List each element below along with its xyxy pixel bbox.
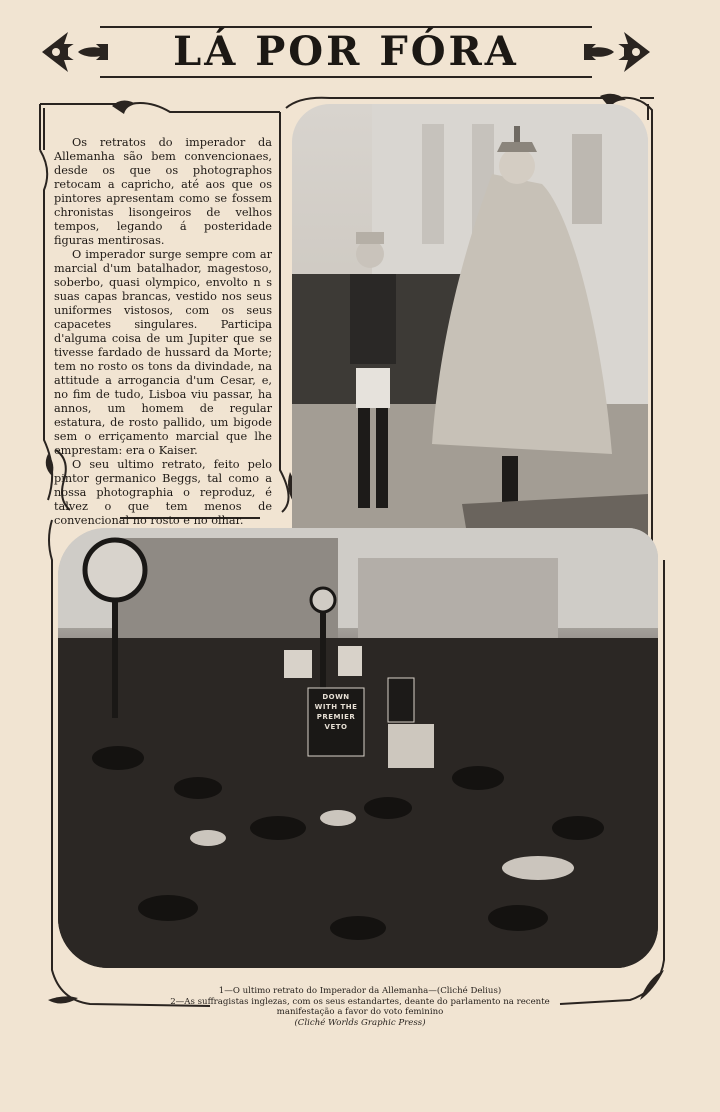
kaiser-photo-illustration [292, 104, 648, 564]
suffragists-crowd-photo [58, 528, 658, 968]
protest-placard-text: DOWN WITH THE PREMIER VETO [314, 693, 358, 731]
caption-line-4: (Cliché Worlds Graphic Press) [294, 1017, 426, 1028]
caption-line-3: manifestação a favor do voto feminino [276, 1007, 444, 1018]
caption-line-1: 1—O ultimo retrato do Imperador da Allemanha—(Cliché Delius) [218, 986, 502, 996]
crowd-photo-illustration [58, 528, 658, 968]
article-paragraph: O seu ultimo retrato, feito pelo pintor germanico Beggs, tal como a nossa photographia o reproduz, é talvez o que tem menos de convencional no rosto e no olhar. [54, 458, 272, 527]
figure-caption [150, 986, 570, 1028]
article-text [54, 136, 272, 528]
article-paragraph: O imperador surge sempre com ar marcial d'um batalhador, magestoso, soberbo, quasi olympico, envolto n s suas capas brancas, vestido nos seus uniformes vistosos, com os seus capacetes singulares. Participa d'alguma coisa de um Jupiter que se tivesse fardado de hussard da Morte; tem no rosto os tons da divindade, na attitude a arrogancia d'um Cesar, e, no fim de tudo, Lisboa viu passar, ha annos, um homem de regular estatura, de rosto pallido, um bigode sem o erriçamento marcial que lhe emprestam: era o Kaiser. [54, 248, 272, 457]
kaiser-photo [292, 104, 648, 564]
article-paragraph: Os retratos do imperador da Allemanha são bem convencionaes, desde os que os photographos retocam a capricho, até aos que os pintores apresentam como se fossem chronistas lisongeiros de velhos tempos, legando á posteridade figuras mentirosas. [54, 136, 272, 247]
page-title: LÁ POR FÓRA [173, 28, 519, 75]
caption-line-2: 2—As suffragistas inglezas, com os seus estandartes, deante do parlamento na recente [170, 996, 550, 1007]
